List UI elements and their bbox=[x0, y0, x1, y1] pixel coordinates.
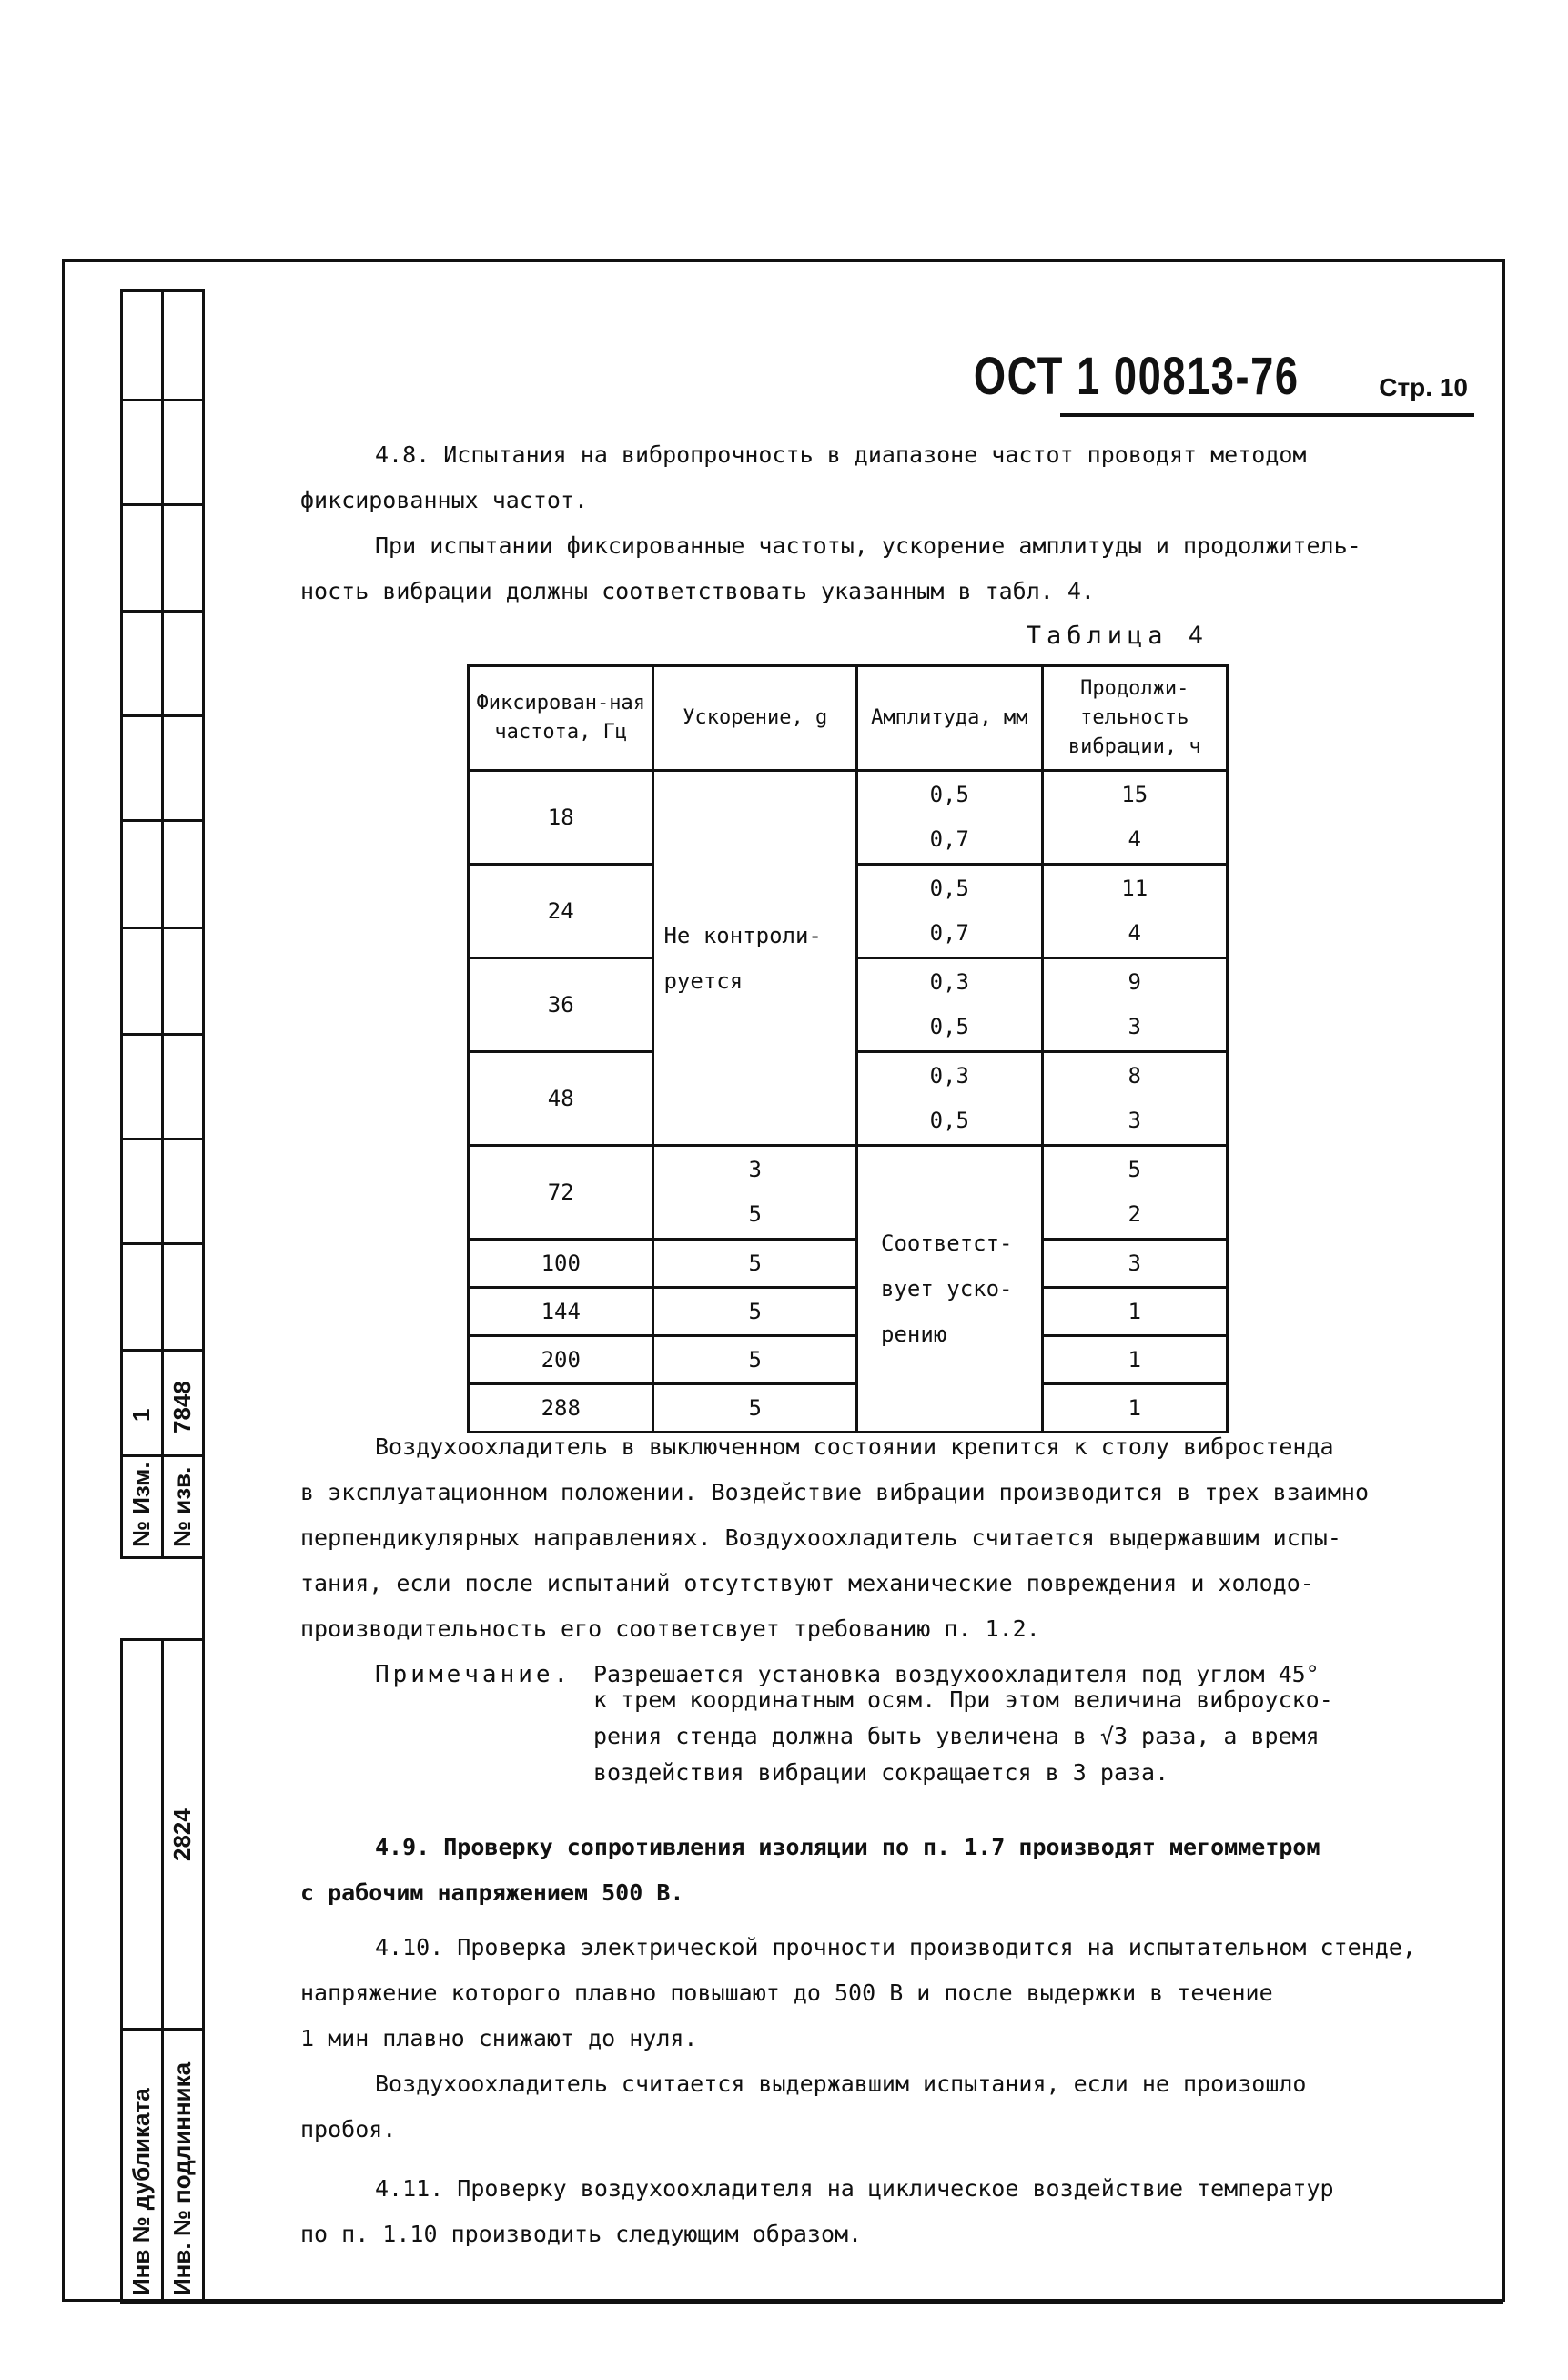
stamp-rule bbox=[120, 1033, 204, 1036]
p410b-line1: Воздухоохладитель считается выдержавшим испытания, если не произошло bbox=[375, 2071, 1307, 2097]
stamp-rule bbox=[120, 610, 204, 613]
cell-accel bbox=[653, 1146, 857, 1240]
p410b-line2: пробоя. bbox=[300, 2116, 397, 2142]
stamp-rule bbox=[120, 1138, 204, 1140]
cell-accel: 5 bbox=[653, 1336, 857, 1384]
stamp-izv-value: 7848 bbox=[168, 1381, 196, 1433]
note-line3: рения стенда должна быть увеличена в √3 раза, а время bbox=[593, 1723, 1320, 1749]
stamp-dubl-label: Инв № дубликата bbox=[127, 2088, 155, 2295]
table-row bbox=[469, 771, 1228, 865]
margin-strip-top bbox=[120, 289, 204, 292]
stamp-lower-rule bbox=[120, 2028, 204, 2031]
stamp-rule bbox=[120, 1242, 204, 1245]
table-row bbox=[469, 1146, 1228, 1240]
cell-freq: 288 bbox=[469, 1384, 653, 1433]
table-header-row bbox=[469, 666, 1228, 771]
cell-freq: 36 bbox=[469, 958, 653, 1052]
cell-freq: 72 bbox=[469, 1146, 653, 1240]
cell-freq: 100 bbox=[469, 1240, 653, 1288]
p410-line1: 4.10. Проверка электрической прочности производится на испытательном стенде, bbox=[375, 1934, 1416, 1960]
cell-value: 4 bbox=[1128, 826, 1141, 852]
p48b-line2: ность вибрации должны соответствовать указанным в табл. 4. bbox=[300, 578, 1095, 604]
cell-dur bbox=[1042, 958, 1228, 1052]
cell-ampl bbox=[857, 771, 1042, 865]
cell-dur bbox=[1042, 1052, 1228, 1146]
cell-ampl-group2: Соответст-вует уско-рению bbox=[857, 1146, 1042, 1433]
cell-ampl bbox=[857, 958, 1042, 1052]
stamp-rule bbox=[120, 927, 204, 929]
cell-value: 0,5 bbox=[929, 1014, 969, 1039]
cell-value: 15 bbox=[1121, 782, 1148, 807]
page-bottom-rule bbox=[120, 2301, 1503, 2304]
table-row bbox=[469, 1240, 1228, 1288]
p48-line1: 4.8. Испытания на вибропрочность в диапазоне частот проводят методом bbox=[375, 441, 1307, 468]
cell-dur bbox=[1042, 1146, 1228, 1240]
stamp-rule bbox=[120, 399, 204, 401]
cell-value: 3 bbox=[1128, 1014, 1141, 1039]
table-row bbox=[469, 1336, 1228, 1384]
cell-value: 0,5 bbox=[929, 782, 969, 807]
cell-value: 0,3 bbox=[929, 1063, 969, 1089]
header-dur: Продолжи-тельность вибрации, ч bbox=[1042, 666, 1228, 771]
stamp-rule bbox=[120, 1556, 204, 1559]
stamp-rule bbox=[120, 1349, 204, 1352]
stamp-lower-left bbox=[120, 1638, 123, 2303]
cell-value: 5 bbox=[748, 1201, 762, 1227]
stamp-lower-top bbox=[120, 1638, 204, 1641]
header-underline bbox=[1060, 413, 1474, 417]
stamp-izv-label: № изв. bbox=[168, 1466, 196, 1547]
note-line1: Разрешается установка воздухоохладителя под углом 45° bbox=[593, 1661, 1320, 1687]
cell-freq: 200 bbox=[469, 1336, 653, 1384]
p48b-line1: При испытании фиксированные частоты, ускорение амплитуды и продолжитель- bbox=[375, 532, 1361, 559]
cell-freq: 48 bbox=[469, 1052, 653, 1146]
cell-dur bbox=[1042, 865, 1228, 958]
p411-line2: по п. 1.10 производить следующим образом. bbox=[300, 2221, 863, 2247]
p49-line2: с рабочим напряжением 500 В. bbox=[300, 1879, 684, 1906]
cell-accel: 5 bbox=[653, 1288, 857, 1336]
cell-dur: 1 bbox=[1042, 1384, 1228, 1433]
table-row bbox=[469, 1288, 1228, 1336]
stamp-rule bbox=[120, 503, 204, 506]
cell-freq: 24 bbox=[469, 865, 653, 958]
cell-accel: 5 bbox=[653, 1384, 857, 1433]
cell-value: 3 bbox=[748, 1157, 762, 1182]
cell-ampl bbox=[857, 1052, 1042, 1146]
table-label: Таблица 4 bbox=[1026, 622, 1209, 650]
after-line2: в эксплуатационном положении. Воздействие вибрации производится в трех взаимно bbox=[300, 1479, 1369, 1505]
stamp-podl-value: 2824 bbox=[168, 1808, 196, 1861]
p411-line1: 4.11. Проверку воздухоохладителя на циклическое воздействие температур bbox=[375, 2175, 1334, 2202]
after-line4: тания, если после испытаний отсутствуют механические повреждения и холодо- bbox=[300, 1570, 1314, 1596]
after-line3: перпендикулярных направлениях. Воздухоохладитель считается выдержавшим испы- bbox=[300, 1524, 1341, 1551]
margin-strip-mid bbox=[161, 289, 164, 1559]
cell-value: 0,7 bbox=[929, 826, 969, 852]
vibration-table bbox=[467, 664, 1229, 1433]
page-number: Стр. 10 bbox=[1379, 373, 1468, 401]
stamp-izm-label: № Изм. bbox=[127, 1462, 155, 1547]
cell-dur: 1 bbox=[1042, 1336, 1228, 1384]
document-code: ОСТ 1 00813-76 bbox=[974, 347, 1300, 406]
stamp-lower-mid bbox=[161, 1638, 164, 2303]
stamp-podl-label: Инв. № подлинника bbox=[168, 2061, 196, 2295]
margin-strip-left bbox=[120, 289, 123, 1559]
margin-border bbox=[202, 289, 205, 2303]
cell-value: 4 bbox=[1128, 920, 1141, 946]
cell-accel: 5 bbox=[653, 1240, 857, 1288]
after-line5: производительность его соответсвует требованию п. 1.2. bbox=[300, 1615, 1040, 1642]
cell-value: 0,3 bbox=[929, 969, 969, 995]
cell-value: 8 bbox=[1128, 1063, 1141, 1089]
cell-accel-group1: Не контроли-руется bbox=[653, 771, 857, 1146]
header-ampl: Амплитуда, мм bbox=[857, 666, 1042, 771]
note-line4: воздействия вибрации сокращается в 3 раза. bbox=[593, 1759, 1169, 1786]
cell-dur bbox=[1042, 771, 1228, 865]
p49-line1: 4.9. Проверку сопротивления изоляции по п. 1.7 производят мегомметром bbox=[375, 1834, 1320, 1860]
stamp-rule bbox=[120, 819, 204, 822]
cell-dur: 3 bbox=[1042, 1240, 1228, 1288]
p410-line2: напряжение которого плавно повышают до 500 В и после выдержки в течение bbox=[300, 1980, 1273, 2006]
note-label: Примечание. bbox=[375, 1661, 572, 1688]
cell-dur: 1 bbox=[1042, 1288, 1228, 1336]
cell-value: 0,5 bbox=[929, 1108, 969, 1133]
note-line2: к трем координатным осям. При этом величина виброуско- bbox=[593, 1686, 1333, 1713]
p48-line2: фиксированных частот. bbox=[300, 487, 589, 513]
p410-line3: 1 мин плавно снижают до нуля. bbox=[300, 2025, 698, 2051]
header-freq: Фиксирован-ная частота, Гц bbox=[469, 666, 653, 771]
cell-value: 0,5 bbox=[929, 876, 969, 901]
cell-value: 9 bbox=[1128, 969, 1141, 995]
cell-value: 11 bbox=[1121, 876, 1148, 901]
cell-value: 0,7 bbox=[929, 920, 969, 946]
cell-ampl bbox=[857, 865, 1042, 958]
stamp-izm-value: 1 bbox=[127, 1408, 155, 1422]
cell-value: 3 bbox=[1128, 1108, 1141, 1133]
cell-value: 2 bbox=[1128, 1201, 1141, 1227]
cell-freq: 144 bbox=[469, 1288, 653, 1336]
cell-value: 5 bbox=[1128, 1157, 1141, 1182]
after-line1: Воздухоохладитель в выключенном состоянии крепится к столу вибростенда bbox=[375, 1433, 1334, 1460]
header-accel: Ускорение, g bbox=[653, 666, 857, 771]
cell-freq: 18 bbox=[469, 771, 653, 865]
stamp-rule bbox=[120, 1454, 204, 1457]
stamp-rule bbox=[120, 714, 204, 717]
